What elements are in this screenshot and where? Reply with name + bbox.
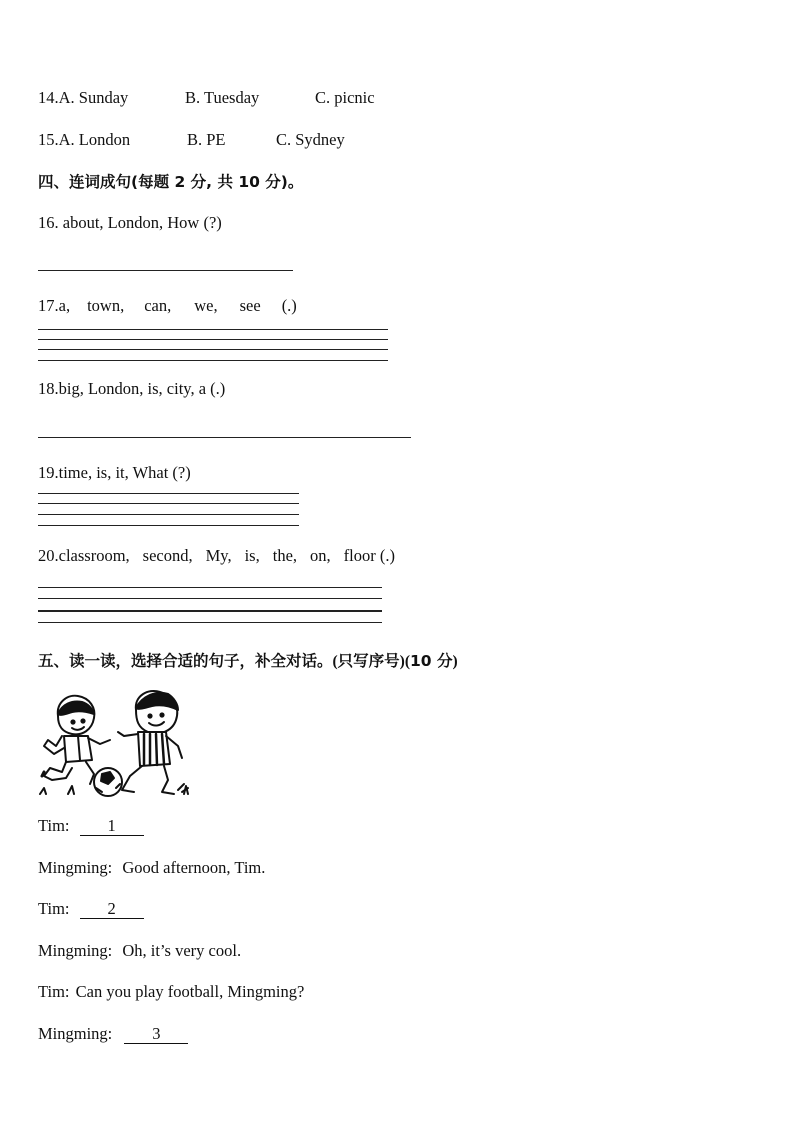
section-4-heading: 四、连词成句(每题 2 分, 共 10 分)。 [38, 173, 304, 191]
question-15 [38, 130, 130, 150]
dialogue-line-6 [38, 1024, 188, 1044]
question-number: 14. [38, 88, 59, 107]
answer-line [38, 360, 388, 361]
question-19 [38, 463, 191, 483]
section-score: 10 分 [410, 652, 453, 670]
word: classroom, [58, 546, 130, 565]
answer-line [38, 339, 388, 340]
word: is, [244, 546, 260, 565]
question-number: 19. [38, 463, 59, 482]
answer-line [38, 437, 411, 438]
speaker: Tim: [38, 982, 70, 1001]
word: town, [87, 296, 125, 315]
answer-line [38, 610, 382, 612]
answer-line [38, 493, 299, 494]
question-20 [38, 546, 395, 566]
section-5-heading [38, 649, 458, 671]
answer-line [38, 598, 382, 599]
dialogue-line-5 [38, 982, 304, 1002]
answer-blank-3[interactable]: 3 [124, 1025, 188, 1044]
option-b: B. PE [187, 130, 226, 149]
dialogue-line-4 [38, 941, 241, 961]
question-number: 18. [38, 379, 59, 398]
section-close: ) [452, 653, 458, 670]
question-number: 20. [38, 546, 59, 565]
question-17 [38, 296, 297, 316]
answer-line [38, 270, 293, 271]
word: we, [194, 296, 218, 315]
answer-line [38, 503, 299, 504]
answer-line [38, 514, 299, 515]
speaker: Tim: [38, 899, 70, 918]
question-18 [38, 379, 225, 399]
word: the, [272, 546, 298, 565]
dialogue-text: Oh, it’s very cool. [122, 941, 242, 960]
dialogue-line-1 [38, 816, 144, 836]
word-list: big, London, is, city, a (.) [58, 379, 226, 398]
section-title: 五、读一读，选择合适的句子，补全对话。 [38, 652, 333, 670]
speaker: Tim: [38, 816, 70, 835]
question-number: 17. [38, 296, 59, 315]
dialogue-line-3 [38, 899, 144, 919]
dialogue-text: Good afternoon, Tim. [122, 858, 266, 877]
option-c: C. picnic [315, 88, 375, 107]
answer-blank-2[interactable]: 2 [80, 900, 144, 919]
answer-line [38, 349, 388, 350]
answer-line [38, 525, 299, 526]
word: on, [310, 546, 331, 565]
speaker: Mingming: [38, 858, 113, 877]
word-list: time, is, it, What (?) [58, 463, 191, 482]
option-b: B. Tuesday [185, 88, 260, 107]
word: a, [58, 296, 71, 315]
word-list: . about, London, How (?) [54, 213, 222, 232]
answer-line [38, 329, 388, 330]
speaker: Mingming: [38, 941, 113, 960]
option-a: A. Sunday [58, 88, 129, 107]
word: see [239, 296, 261, 315]
answer-blank-1[interactable]: 1 [80, 817, 144, 836]
option-a: A. London [58, 130, 131, 149]
word: (.) [281, 296, 297, 315]
word: floor (.) [343, 546, 395, 565]
dialogue-line-2 [38, 858, 265, 878]
dialogue-text: Can you play football, Mingming? [75, 982, 305, 1001]
right-boy-figure [118, 691, 188, 794]
football [94, 768, 122, 796]
word: My, [205, 546, 232, 565]
section-note: (只写序号)( [332, 653, 411, 670]
option-c: C. Sydney [276, 130, 345, 149]
answer-line [38, 622, 382, 623]
word: can, [144, 296, 172, 315]
boys-playing-football-illustration [38, 688, 190, 800]
answer-line [38, 587, 382, 588]
question-14 [38, 88, 128, 108]
question-number: 15. [38, 130, 59, 149]
word: second, [142, 546, 193, 565]
question-number: 16 [38, 213, 55, 232]
speaker: Mingming: [38, 1024, 113, 1043]
question-16 [38, 213, 222, 233]
